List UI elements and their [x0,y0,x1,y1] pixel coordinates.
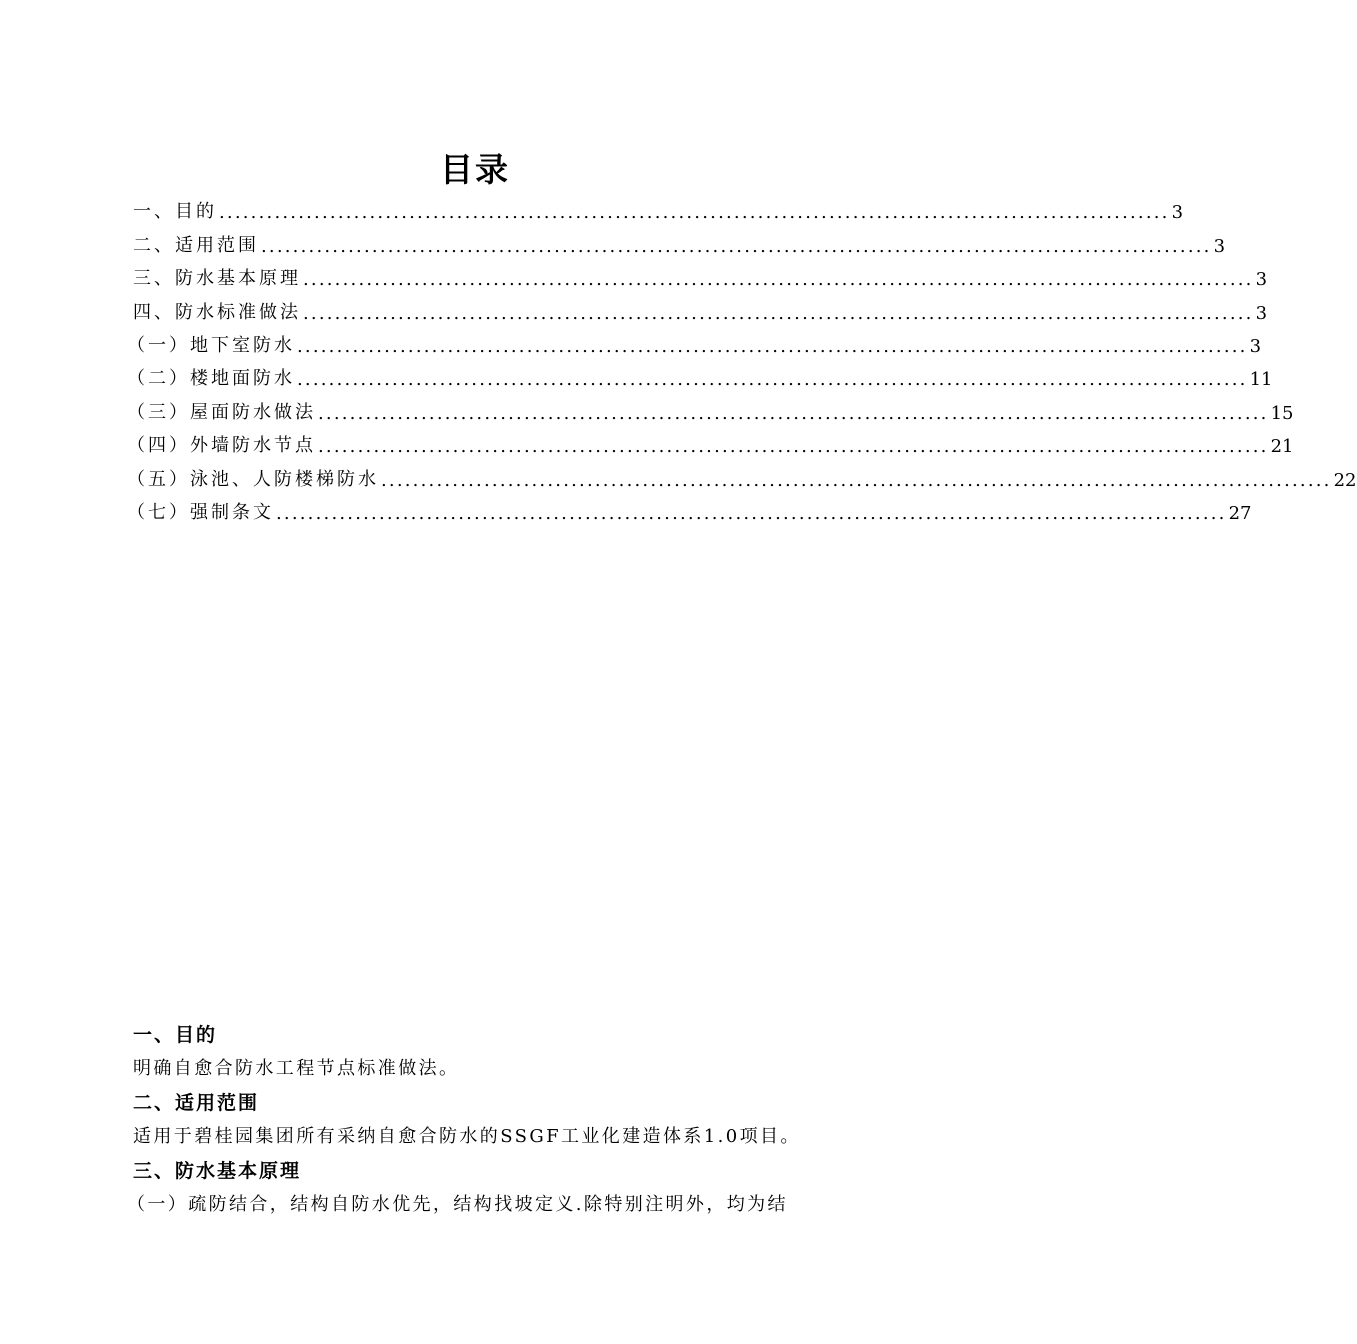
toc-entry-page: 3 [1255,269,1268,291]
toc-entry[interactable] [133,190,1184,224]
body-content [127,1018,873,1222]
paragraph-scope: 适用于碧桂园集团所有采纳自愈合防水的SSGF工业化建造体系1.0项目。 [133,1126,801,1147]
toc-leader-dots: ........................................................................................................................ [318,436,1269,458]
toc-entry-label: （七）强制条文 [127,501,274,523]
toc-leader-dots: ........................................................................................................................ [261,235,1212,257]
toc-entry-label: （三）屋面防水做法 [127,401,316,423]
toc-entry-label: 二、适用范围 [133,234,259,256]
toc-entry-label: 三、防水基本原理 [133,268,301,290]
toc-leader-dots: ........................................................................................................................ [276,502,1227,524]
toc-entry[interactable] [127,390,1294,424]
toc-entry-label: 四、防水标准做法 [133,301,301,323]
toc-entry-page: 11 [1249,369,1273,391]
toc-leader-dots: ........................................................................................................................ [381,469,1332,491]
toc-leader-dots: ........................................................................................................................ [297,369,1248,391]
toc-entry[interactable] [127,324,1262,357]
toc-entry[interactable] [133,257,1268,291]
toc-entry-label: （五）泳池、人防楼梯防水 [127,468,379,490]
toc-entry-page: 21 [1270,436,1294,458]
table-of-contents [127,190,1357,524]
toc-entry[interactable] [127,457,1357,491]
toc-entry-page: 3 [1171,202,1184,224]
toc-entry[interactable] [133,290,1268,324]
toc-entry-page: 22 [1333,469,1357,491]
toc-entry-label: 一、目的 [133,201,217,223]
toc-entry-page: 3 [1249,335,1262,357]
toc-entry-page: 3 [1213,235,1226,257]
toc-entry-page: 27 [1228,502,1252,524]
toc-entry-label: （四）外墙防水节点 [127,435,316,457]
toc-entry[interactable] [133,223,1226,257]
paragraph-purpose: 明确自愈合防水工程节点标准做法。 [133,1058,460,1079]
toc-entry-page: 3 [1255,302,1268,324]
toc-entry-page: 15 [1270,402,1294,424]
toc-leader-dots: ........................................................................................................................ [297,335,1248,357]
toc-leader-dots: ........................................................................................................................ [303,269,1254,291]
section-heading-purpose: 一、目的 [133,1024,218,1046]
toc-leader-dots: ........................................................................................................................ [219,202,1170,224]
toc-leader-dots: ........................................................................................................................ [318,402,1269,424]
page-title: 目录 [440,150,510,189]
section-heading-scope: 二、适用范围 [133,1092,260,1114]
toc-entry-label: （二）楼地面防水 [127,368,295,390]
toc-entry[interactable] [127,357,1273,391]
toc-entry[interactable] [127,491,1252,524]
paragraph-principle: （一）疏防结合，结构自防水优先，结构找坡定义.除特别注明外，均为结 [127,1194,788,1215]
toc-entry-label: （一）地下室防水 [127,334,295,356]
section-heading-principle: 三、防水基本原理 [133,1160,302,1182]
toc-entry[interactable] [127,424,1294,458]
toc-leader-dots: ........................................................................................................................ [303,302,1254,324]
